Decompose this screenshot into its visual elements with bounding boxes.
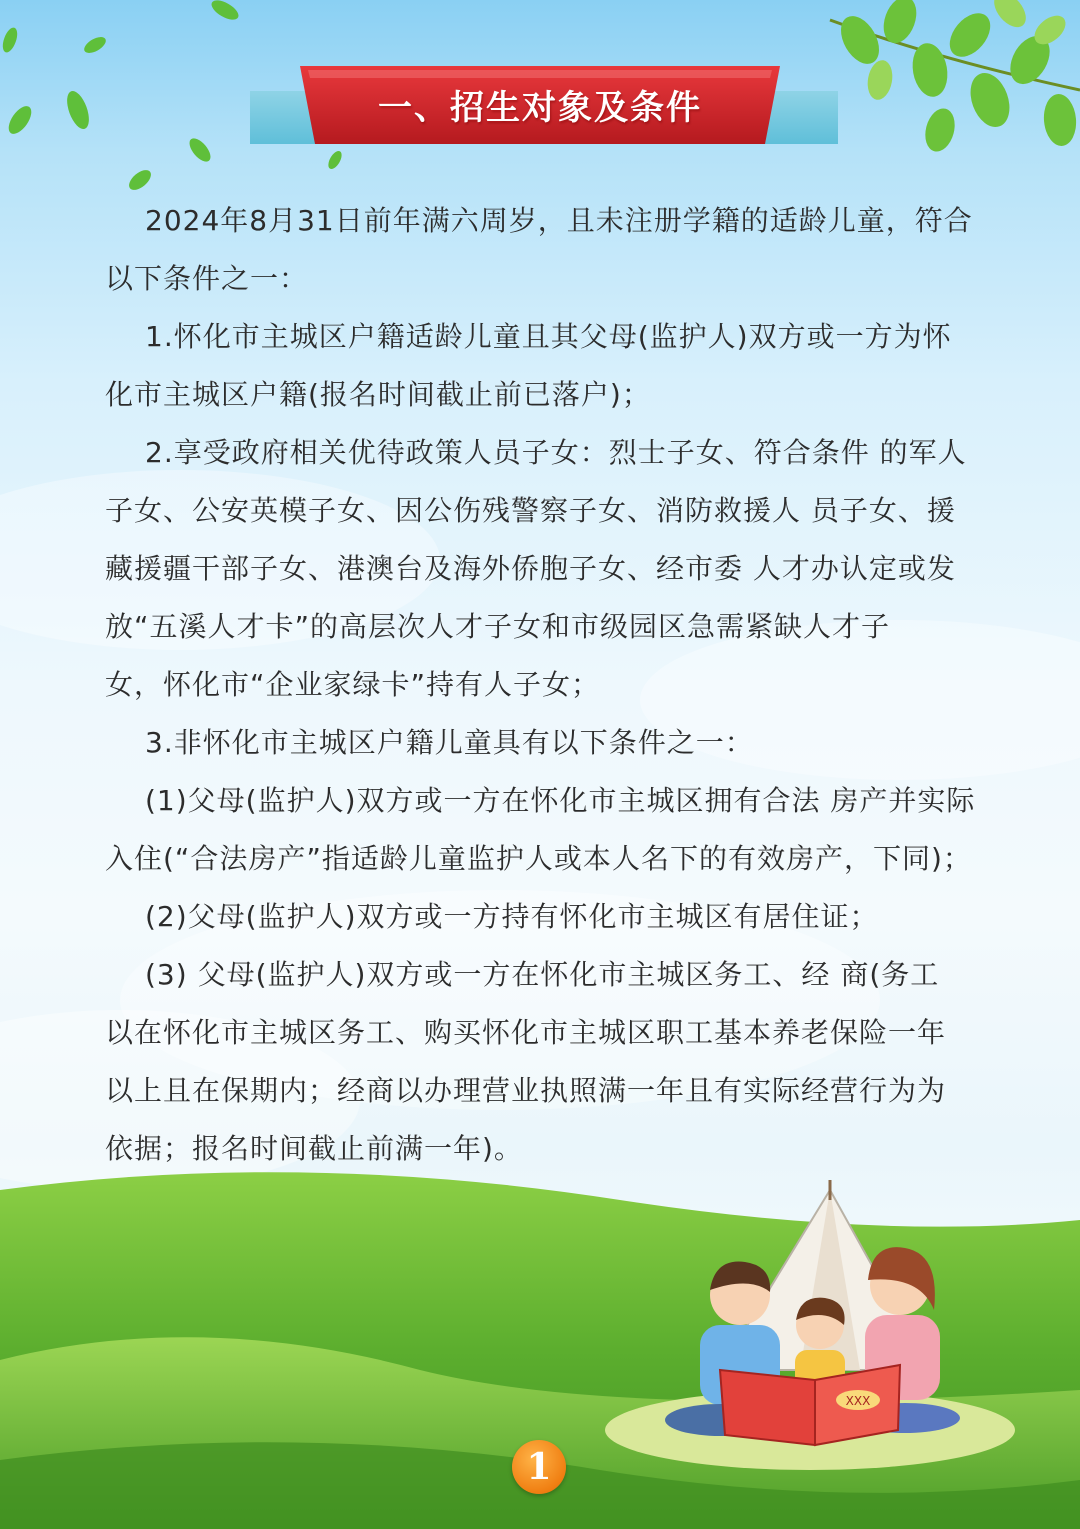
paragraph-line: (1)父母(监护人)双方或一方在怀化市主城区拥有合法 房产并实际 — [145, 784, 976, 817]
paragraph-line: 子女、公安英模子女、因公伤残警察子女、消防救援人 员子女、援 — [105, 494, 956, 527]
page-title: 一、招生对象及条件 — [378, 88, 702, 128]
paragraph-line: 放“五溪人才卡”的高层次人才子女和市级园区急需紧缺人才子 — [105, 610, 891, 643]
paragraph-line: 女，怀化市“企业家绿卡”持有人子女； — [105, 668, 601, 701]
paragraph-line: 1.怀化市主城区户籍适龄儿童且其父母(监护人)双方或一方为怀 — [145, 320, 952, 353]
paragraph-line: 2024年8月31日前年满六周岁，且未注册学籍的适龄儿童，符合 — [145, 204, 973, 237]
tree-branch-decoration — [820, 0, 1080, 160]
paragraph-line: 以下条件之一： — [105, 262, 309, 295]
paragraph-line: 以在怀化市主城区务工、购买怀化市主城区职工基本养老保险一年 — [105, 1016, 947, 1049]
paragraph-line: 以上且在保期内；经商以办理营业执照满一年且有实际经营行为为 — [105, 1074, 947, 1107]
paragraph-line: 2.享受政府相关优待政策人员子女：烈士子女、符合条件 的军人 — [145, 436, 967, 469]
paragraph-line: 化市主城区户籍(报名时间截止前已落户)； — [105, 378, 651, 411]
paragraph-line: 藏援疆干部子女、港澳台及海外侨胞子女、经市委 人才办认定或发 — [105, 552, 956, 585]
book-label: XXX — [845, 1394, 871, 1408]
paragraph-line: (3) 父母(监护人)双方或一方在怀化市主城区务工、经 商(务工 — [145, 958, 940, 991]
body-text — [105, 192, 1005, 1178]
family-reading-illustration — [600, 1180, 1020, 1480]
paragraph-line: 依据；报名时间截止前满一年)。 — [105, 1132, 523, 1165]
paragraph-line: (2)父母(监护人)双方或一方持有怀化市主城区有居住证； — [145, 900, 879, 933]
paragraph-line: 入住(“合法房产”指适龄儿童监护人或本人名下的有效房产，下同)； — [105, 842, 972, 875]
page-number-badge: 1 — [512, 1440, 566, 1494]
paragraph-line: 3.非怀化市主城区户籍儿童具有以下条件之一： — [145, 726, 754, 759]
